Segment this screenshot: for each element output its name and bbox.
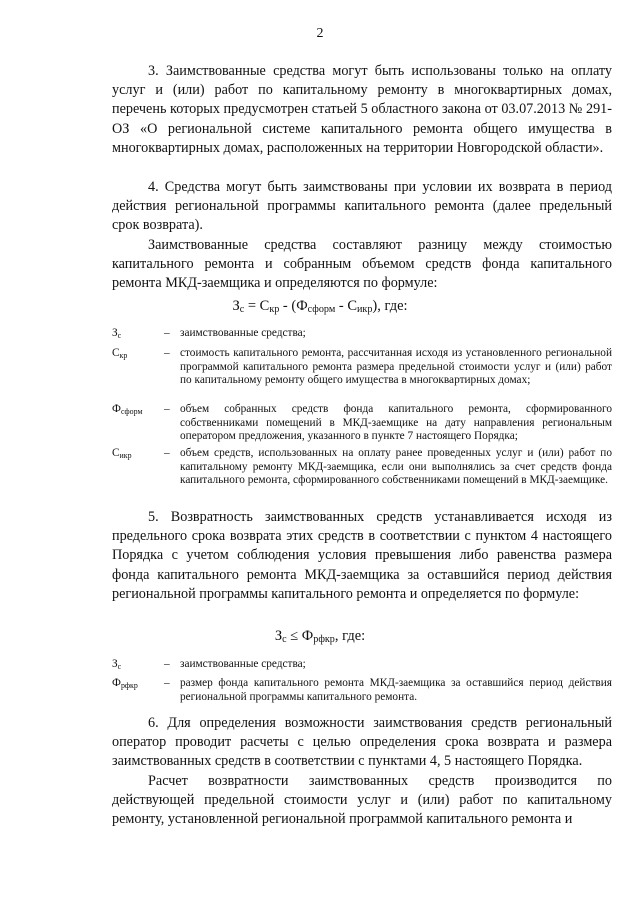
page-number: 2 — [316, 26, 324, 41]
definition-symbol: $З_с$ — [112, 327, 122, 340]
formula-borrowed-funds: $З_с = С_{кр} - (Ф_{сформ} - С_{икр})$, где: — [232, 298, 408, 315]
definition-symbol: $С_{икр}$ — [112, 447, 132, 460]
paragraph-6-continued: Расчет возвратности заимствованных средств производится по действующей предельной стоимости услуг и (или) работ по капитальному ремонту, установленной региональной программой капитального ремонта и — [112, 773, 612, 828]
definition-text: объем собранных средств фонда капитального ремонта, сформированного собственниками помещений в МКД-заемщике на дату направления региональным оператором предложения, указанного в пункте 7 настоящего Порядка; — [180, 403, 612, 443]
paragraph-4: 4. Средства могут быть заимствованы при условии их возврата в период действия региональной программы капитального ремонта (далее предельный срок возврата). — [112, 179, 612, 234]
definition-dash: – — [164, 658, 170, 670]
definition-symbol: $З_с$ — [112, 658, 122, 671]
formula-fund-size: $З_с \le Ф_{рфкр}$, где: — [274, 628, 366, 645]
definition-dash: – — [164, 327, 170, 339]
definition-dash: – — [164, 403, 170, 415]
definition-dash: – — [164, 347, 170, 359]
definition-dash: – — [164, 677, 170, 689]
definition-dash: – — [164, 447, 170, 459]
definition-text: объем средств, использованных на оплату ранее проведенных услуг и (или) работ по капитальному ремонту МКД-заемщика, если они выполнялись за счет средств фонда капитального ремонта, сформированного собственниками помещений в МКД-заемщике. — [180, 447, 612, 487]
definition-symbol: $Ф_{рфкр}$ — [112, 677, 138, 690]
definition-symbol: $С_{кр}$ — [112, 347, 128, 360]
definition-text: стоимость капитального ремонта, рассчитанная исходя из установленного региональной программой капитального ремонта размера предельной стоимости услуг и (или) работ по капитальному ремонту общего имущества в многоквартирных домах; — [180, 347, 612, 387]
definition-symbol: $Ф_{сформ}$ — [112, 403, 143, 416]
definition-text: размер фонда капитального ремонта МКД-заемщика за оставшийся период действия региональной программы капитального ремонта. — [180, 677, 612, 703]
definition-text: заимствованные средства; — [180, 658, 306, 670]
paragraph-5: 5. Возвратность заимствованных средств устанавливается исходя из предельного срока возврата этих средств в соответствии с пунктом 4 настоящего Порядка с учетом соблюдения условия превышения либо равенства размера фонда капитального ремонта МКД-заемщика за оставшийся период действия региональной программы капитального ремонта и определяется по формуле: — [112, 509, 612, 602]
paragraph-4-continued: Заимствованные средства составляют разницу между стоимостью капитального ремонта и собранным объемом средств фонда капитального ремонта МКД-заемщика и определяются по формуле: — [112, 237, 612, 292]
paragraph-6: 6. Для определения возможности заимствования средств региональный оператор проводит расчеты с целью определения срока возврата и размера заимствованных средств в соответствии с пунктами 4, 5 настоящего Порядка. — [112, 715, 612, 770]
paragraph-3: 3. Заимствованные средства могут быть использованы только на оплату услуг и (или) работ по капитальному ремонту в многоквартирных домах, перечень которых предусмотрен статьей 5 областного закона от 03.07.2013 № 291-ОЗ «О региональной системе капитального ремонта общего имущества в многоквартирных домах, расположенных на территории Новгородской области». — [112, 63, 612, 156]
definition-text: заимствованные средства; — [180, 327, 306, 339]
